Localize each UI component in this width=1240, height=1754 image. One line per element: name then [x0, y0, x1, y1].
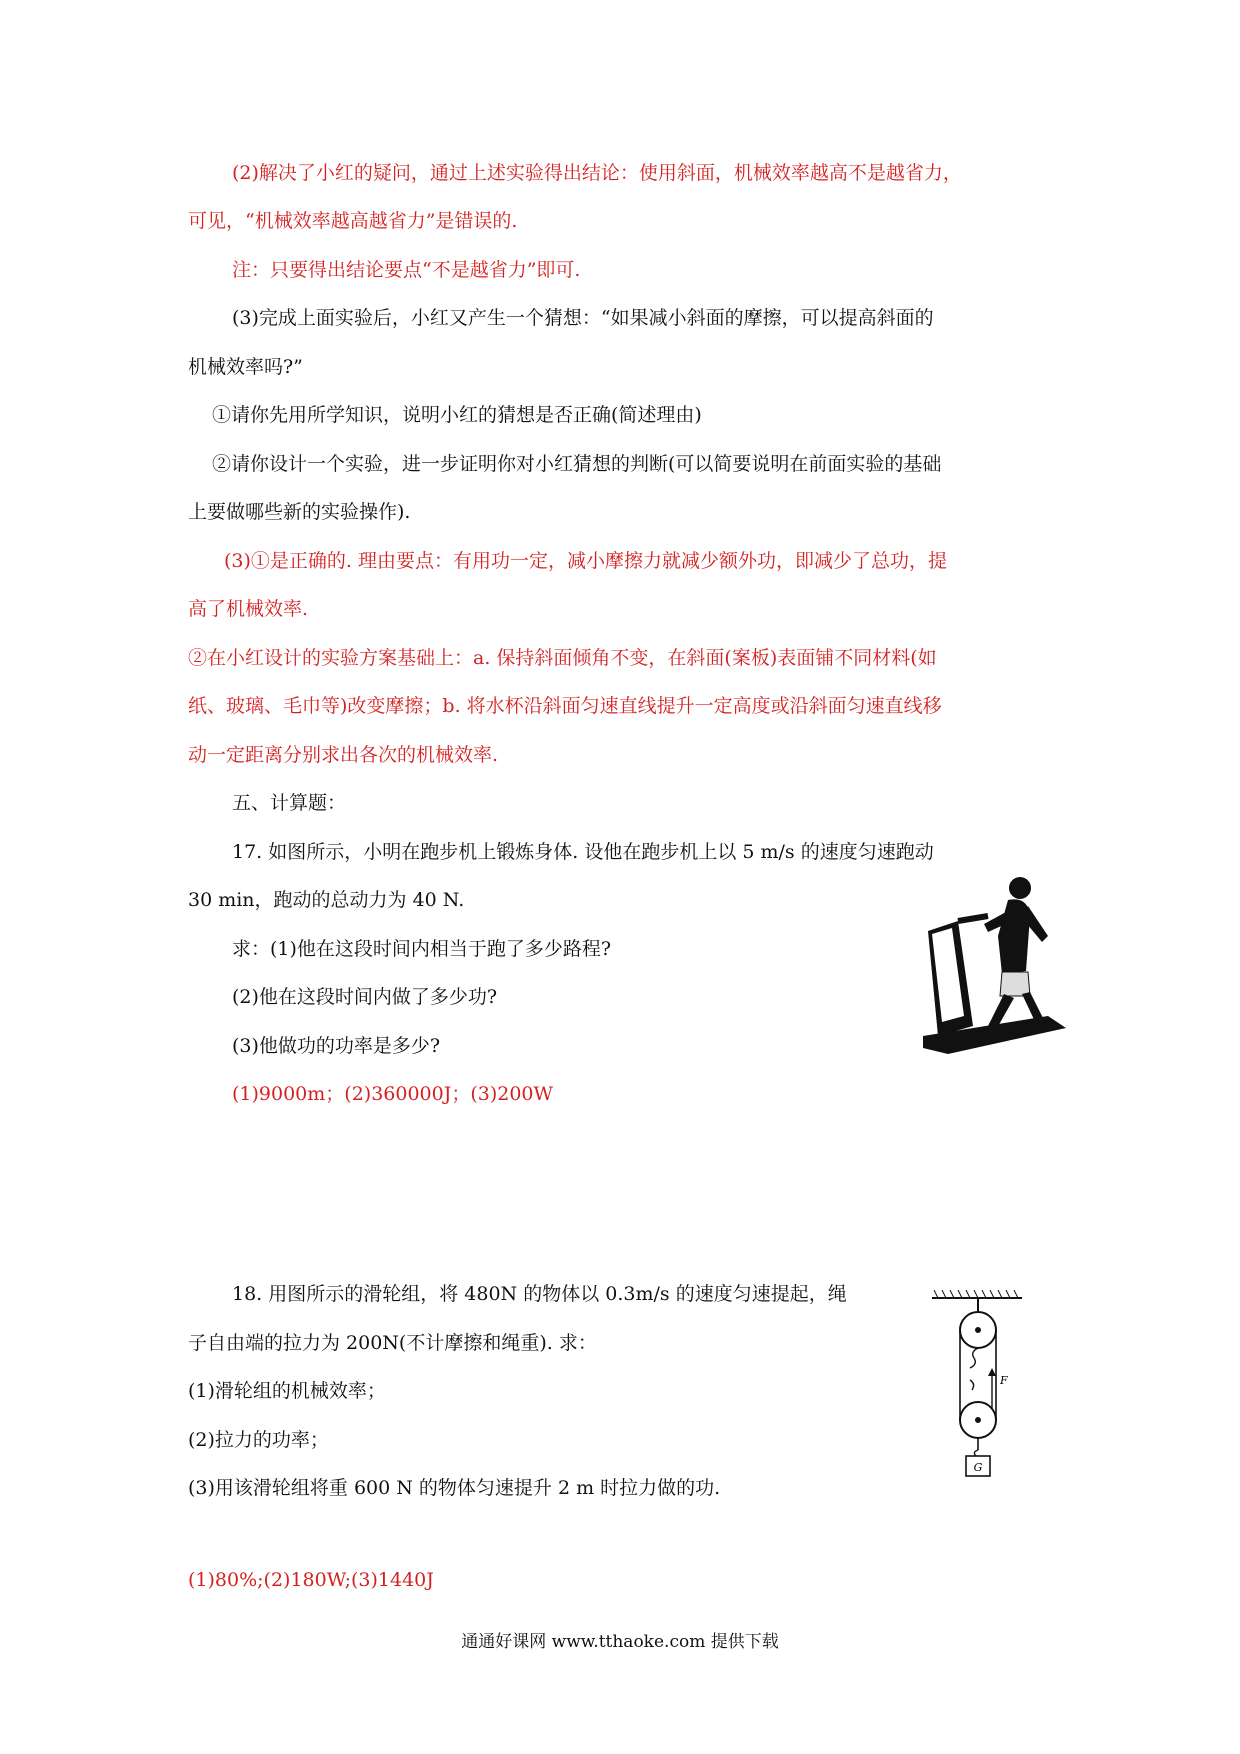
- answer-note: 注：只要得出结论要点“不是越省力”即可.: [232, 259, 581, 281]
- pulley-system-diagram: [930, 1290, 1026, 1478]
- answer-3-line-1: (3)①是正确的. 理由要点：有用功一定，减小摩擦力就减少额外功，即减少了总功，提: [224, 550, 947, 572]
- question-3-part-2-line-2: 上要做哪些新的实验操作).: [188, 501, 411, 523]
- question-3-line-1: (3)完成上面实验后，小红又产生一个猜想：“如果减小斜面的摩擦，可以提高斜面的: [232, 307, 934, 329]
- weight-label: G: [973, 1461, 983, 1474]
- page-footer: 通通好课网 www.tthaoke.com 提供下载: [461, 1632, 779, 1652]
- question-3-part-2-line-1: ②请你设计一个实验，进一步证明你对小红猜想的判断(可以简要说明在前面实验的基础: [212, 453, 942, 475]
- answer-2-line-1: (2)解决了小红的疑问，通过上述实验得出结论：使用斜面，机械效率越高不是越省力，: [232, 162, 962, 184]
- problem-17-line-1: 17. 如图所示，小明在跑步机上锻炼身体. 设他在跑步机上以 5 m/s 的速度匀速跑动: [232, 841, 934, 863]
- problem-17-line-2: 30 min，跑动的总动力为 40 N.: [188, 889, 465, 911]
- problem-18-answer: (1)80%;(2)180W;(3)1440J: [188, 1569, 434, 1591]
- treadmill-runner-illustration: [918, 876, 1070, 1058]
- problem-18-line-1: 18. 用图所示的滑轮组，将 480N 的物体以 0.3m/s 的速度匀速提起，绳: [232, 1283, 847, 1305]
- problem-17-question-2: (2)他在这段时间内做了多少功?: [232, 986, 498, 1008]
- answer-2-line-2: 可见，“机械效率越高越省力”是错误的.: [188, 210, 518, 232]
- force-label: F: [1000, 1374, 1008, 1387]
- answer-3-line-5: 动一定距离分别求出各次的机械效率.: [188, 744, 499, 766]
- question-3-part-1: ①请你先用所学知识，说明小红的猜想是否正确(简述理由): [212, 404, 702, 426]
- problem-17-answer: (1)9000m；(2)360000J；(3)200W: [232, 1083, 554, 1105]
- answer-3-line-3: ②在小红设计的实验方案基础上：a. 保持斜面倾角不变，在斜面(案板)表面铺不同材料(如: [188, 647, 937, 669]
- answer-3-line-2: 高了机械效率.: [188, 598, 309, 620]
- problem-18-question-3: (3)用该滑轮组将重 600 N 的物体匀速提升 2 m 时拉力做的功.: [188, 1477, 721, 1499]
- problem-17-question-3: (3)他做功的功率是多少?: [232, 1035, 441, 1057]
- problem-18-line-2: 子自由端的拉力为 200N(不计摩擦和绳重). 求：: [188, 1332, 597, 1354]
- section-heading: 五、计算题：: [232, 792, 347, 814]
- question-3-line-2: 机械效率吗?”: [188, 356, 303, 378]
- problem-18-question-2: (2)拉力的功率；: [188, 1429, 329, 1451]
- problem-18-question-1: (1)滑轮组的机械效率；: [188, 1380, 386, 1402]
- problem-17-question-1: 求：(1)他在这段时间内相当于跑了多少路程?: [232, 938, 612, 960]
- answer-3-line-4: 纸、玻璃、毛巾等)改变摩擦；b. 将水杯沿斜面匀速直线提升一定高度或沿斜面匀速直线移: [188, 695, 942, 717]
